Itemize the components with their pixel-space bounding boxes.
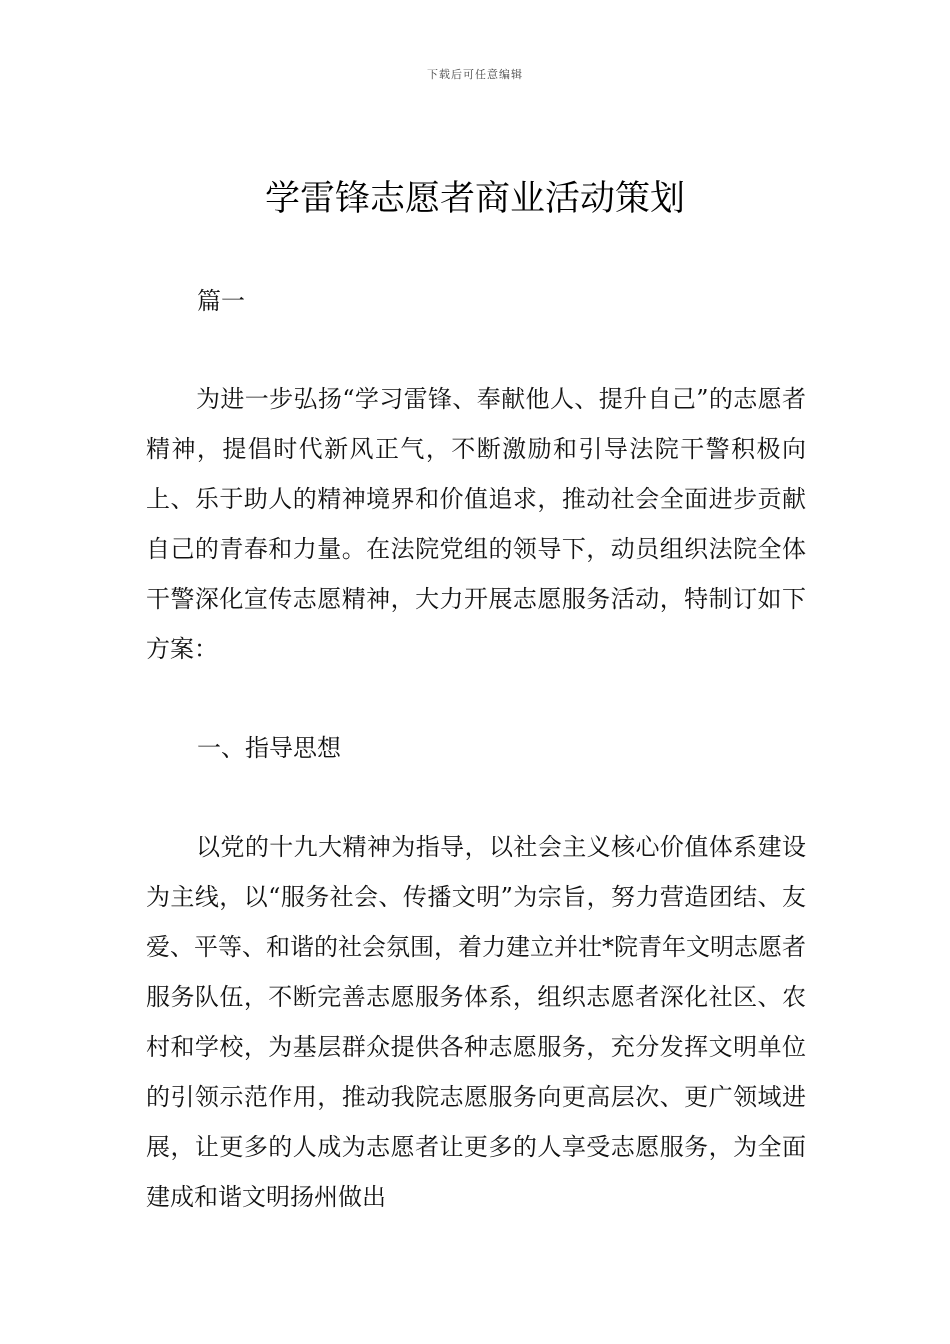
document-title: 学雷锋志愿者商业活动策划 xyxy=(264,179,685,219)
intro-paragraph: 为进一步弘扬“学习雷锋、奉献他人、提升自己”的志愿者精神，提倡时代新风正气，不断激励和引导法院干警积极向上、乐于助人的精神境界和价值追求，推动社会全面进步贡献自己的青春和力量。在法院党组的领导下，动员组织法院全体干警深化宣传志愿精神，大力开展志愿服务活动，特制订如下方案： xyxy=(146,385,806,663)
header-note: 下载后可任意编辑 xyxy=(427,68,523,81)
section-one-paragraph: 以党的十九大精神为指导，以社会主义核心价值体系建设为主线，以“服务社会、传播文明”为宗旨，努力营造团结、友爱、平等、和谐的社会氛围，着力建立并壮*院青年文明志愿者服务队伍，不断完善志愿服务体系，组织志愿者深化社区、农村和学校，为基层群众提供各种志愿服务，充分发挥文明单位的引领示范作用，推动我院志愿服务向更高层次、更广领域进展，让更多的人成为志愿者让更多的人享受志愿服务，为全面建成和谐文明扬州做出 xyxy=(146,833,806,1211)
part-label: 篇一 xyxy=(197,287,245,315)
section-one-heading: 一、指导思想 xyxy=(197,734,341,762)
